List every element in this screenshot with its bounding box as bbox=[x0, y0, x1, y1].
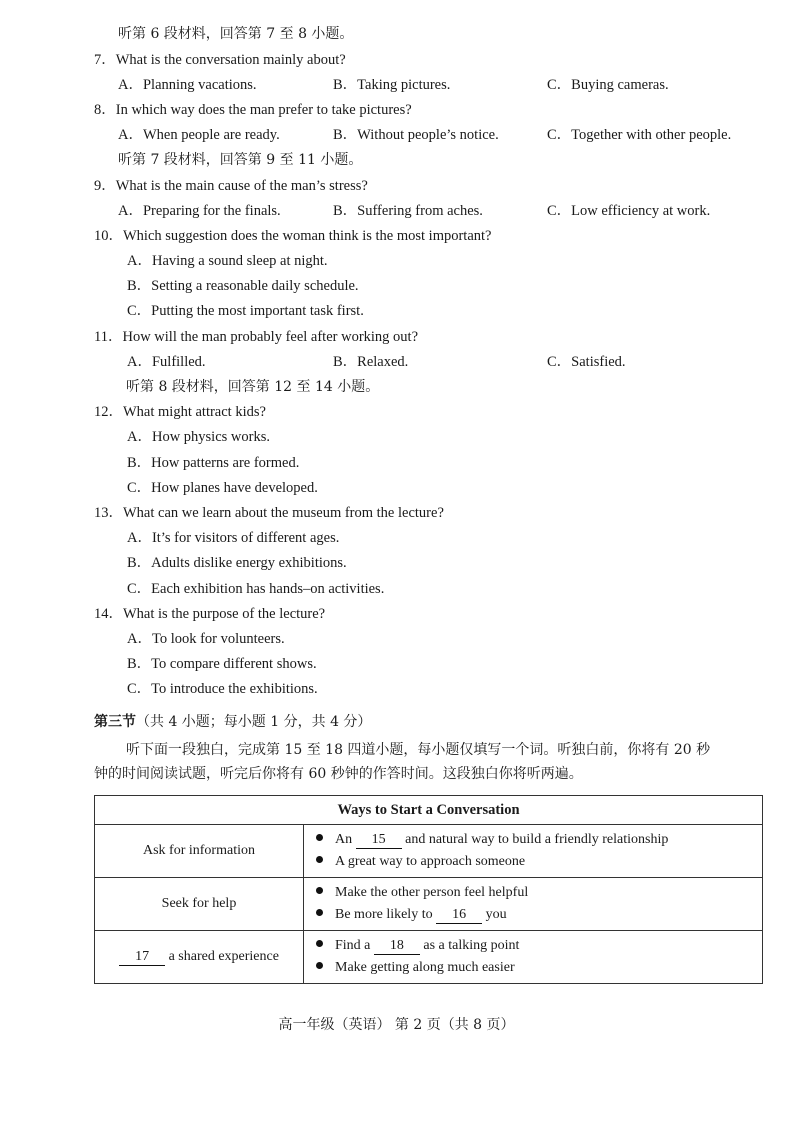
bullet-icon bbox=[316, 887, 323, 894]
section-3-instruction-line1: 听下面一段独白，完成第 15 至 18 四道小题，每小题仅填写一个词。听独白前，你将有 20 秒 bbox=[126, 742, 711, 758]
option-12c: C．How planes have developed. bbox=[127, 480, 318, 496]
option-7a: A．Planning vacations. bbox=[118, 77, 257, 93]
question-text: What is the purpose of the lecture? bbox=[123, 606, 326, 622]
section-intro-8: 听第 8 段材料，回答第 12 至 14 小题。 bbox=[126, 379, 380, 395]
question-10 bbox=[94, 226, 492, 246]
section-intro-7: 听第 7 段材料，回答第 9 至 11 小题。 bbox=[118, 152, 363, 168]
option-10b: B．Setting a reasonable daily schedule. bbox=[127, 278, 359, 294]
question-text: What is the conversation mainly about? bbox=[115, 52, 346, 68]
question-number: 12． bbox=[94, 404, 123, 420]
question-11 bbox=[94, 327, 418, 347]
option-8b: B．Without people’s notice. bbox=[333, 127, 499, 143]
question-text: Which suggestion does the woman think is the most important? bbox=[123, 228, 492, 244]
question-text: What is the main cause of the man’s stress? bbox=[115, 178, 368, 194]
question-number: 14． bbox=[94, 606, 123, 622]
option-9a: A．Preparing for the finals. bbox=[118, 203, 281, 219]
bullet-icon bbox=[316, 834, 323, 841]
section-3-instruction-line2: 钟的时间阅读试题，听完后你将有 60 秒钟的作答时间。这段独白你将听两遍。 bbox=[94, 766, 583, 782]
table-row1-label: Ask for information bbox=[95, 825, 304, 878]
question-number: 9． bbox=[94, 178, 116, 194]
option-11a: A．Fulfilled. bbox=[127, 354, 206, 370]
section-3-note: （共 4 小题；每小题 1 分，共 4 分） bbox=[136, 714, 372, 730]
bullet-item: Make getting along much easier bbox=[316, 957, 762, 979]
bullet-item: Be more likely to 16 you bbox=[316, 904, 762, 926]
option-14b: B．To compare different shows. bbox=[127, 656, 317, 672]
option-14a: A．To look for volunteers. bbox=[127, 631, 285, 647]
option-7c: C．Buying cameras. bbox=[547, 77, 669, 93]
blank-16[interactable]: 16 bbox=[436, 907, 482, 924]
option-7b: B．Taking pictures. bbox=[333, 77, 451, 93]
question-text: How will the man probably feel after working out? bbox=[122, 329, 419, 345]
question-number: 13． bbox=[94, 505, 123, 521]
question-number: 7． bbox=[94, 52, 116, 68]
option-10a: A．Having a sound sleep at night. bbox=[127, 253, 328, 269]
blank-17[interactable]: 17 bbox=[119, 949, 165, 966]
option-11b: B．Relaxed. bbox=[333, 354, 409, 370]
table-row2-content bbox=[304, 878, 763, 931]
question-text: What can we learn about the museum from the lecture? bbox=[123, 505, 444, 521]
table-title: Ways to Start a Conversation bbox=[95, 796, 763, 825]
bullet-icon bbox=[316, 940, 323, 947]
question-text: What might attract kids? bbox=[123, 404, 266, 420]
option-9b: B．Suffering from aches. bbox=[333, 203, 483, 219]
option-8a: A．When people are ready. bbox=[118, 127, 280, 143]
bullet-item: A great way to approach someone bbox=[316, 851, 762, 873]
option-10c: C．Putting the most important task first. bbox=[127, 303, 364, 319]
question-14 bbox=[94, 604, 325, 624]
question-number: 11． bbox=[94, 329, 123, 345]
option-8c: C．Together with other people. bbox=[547, 127, 732, 143]
question-12 bbox=[94, 402, 266, 422]
bullet-item: Find a 18 as a talking point bbox=[316, 935, 762, 957]
question-text: In which way does the man prefer to take pictures? bbox=[115, 102, 412, 118]
bullet-item: Make the other person feel helpful bbox=[316, 882, 762, 904]
question-number: 8． bbox=[94, 102, 116, 118]
option-13a: A．It’s for visitors of different ages. bbox=[127, 530, 340, 546]
question-8 bbox=[94, 100, 412, 120]
option-9c: C．Low efficiency at work. bbox=[547, 203, 711, 219]
bullet-item: An 15 and natural way to build a friendly relationship bbox=[316, 829, 762, 851]
section-intro-6: 听第 6 段材料，回答第 7 至 8 小题。 bbox=[118, 26, 354, 42]
section-3-heading bbox=[94, 712, 371, 732]
question-number: 10． bbox=[94, 228, 123, 244]
option-13c: C．Each exhibition has hands–on activities. bbox=[127, 581, 385, 597]
option-14c: C．To introduce the exhibitions. bbox=[127, 681, 318, 697]
option-13b: B．Adults dislike energy exhibitions. bbox=[127, 555, 347, 571]
bullet-icon bbox=[316, 856, 323, 863]
table-row3-content bbox=[304, 931, 763, 984]
blank-18[interactable]: 18 bbox=[374, 938, 420, 955]
table-row2-label: Seek for help bbox=[95, 878, 304, 931]
option-11c: C．Satisfied. bbox=[547, 354, 626, 370]
bullet-icon bbox=[316, 909, 323, 916]
question-13 bbox=[94, 503, 444, 523]
blank-15[interactable]: 15 bbox=[356, 832, 402, 849]
ways-table bbox=[94, 795, 763, 984]
question-7 bbox=[94, 50, 346, 70]
section-3-title: 第三节 bbox=[94, 714, 136, 730]
table-row1-content bbox=[304, 825, 763, 878]
page-footer: 高一年级（英语） 第 2 页（共 8 页） bbox=[278, 1017, 515, 1033]
bullet-icon bbox=[316, 962, 323, 969]
option-12b: B．How patterns are formed. bbox=[127, 455, 300, 471]
table-row3-label: 17 a shared experience bbox=[95, 931, 304, 984]
option-12a: A．How physics works. bbox=[127, 429, 270, 445]
question-9 bbox=[94, 176, 368, 196]
